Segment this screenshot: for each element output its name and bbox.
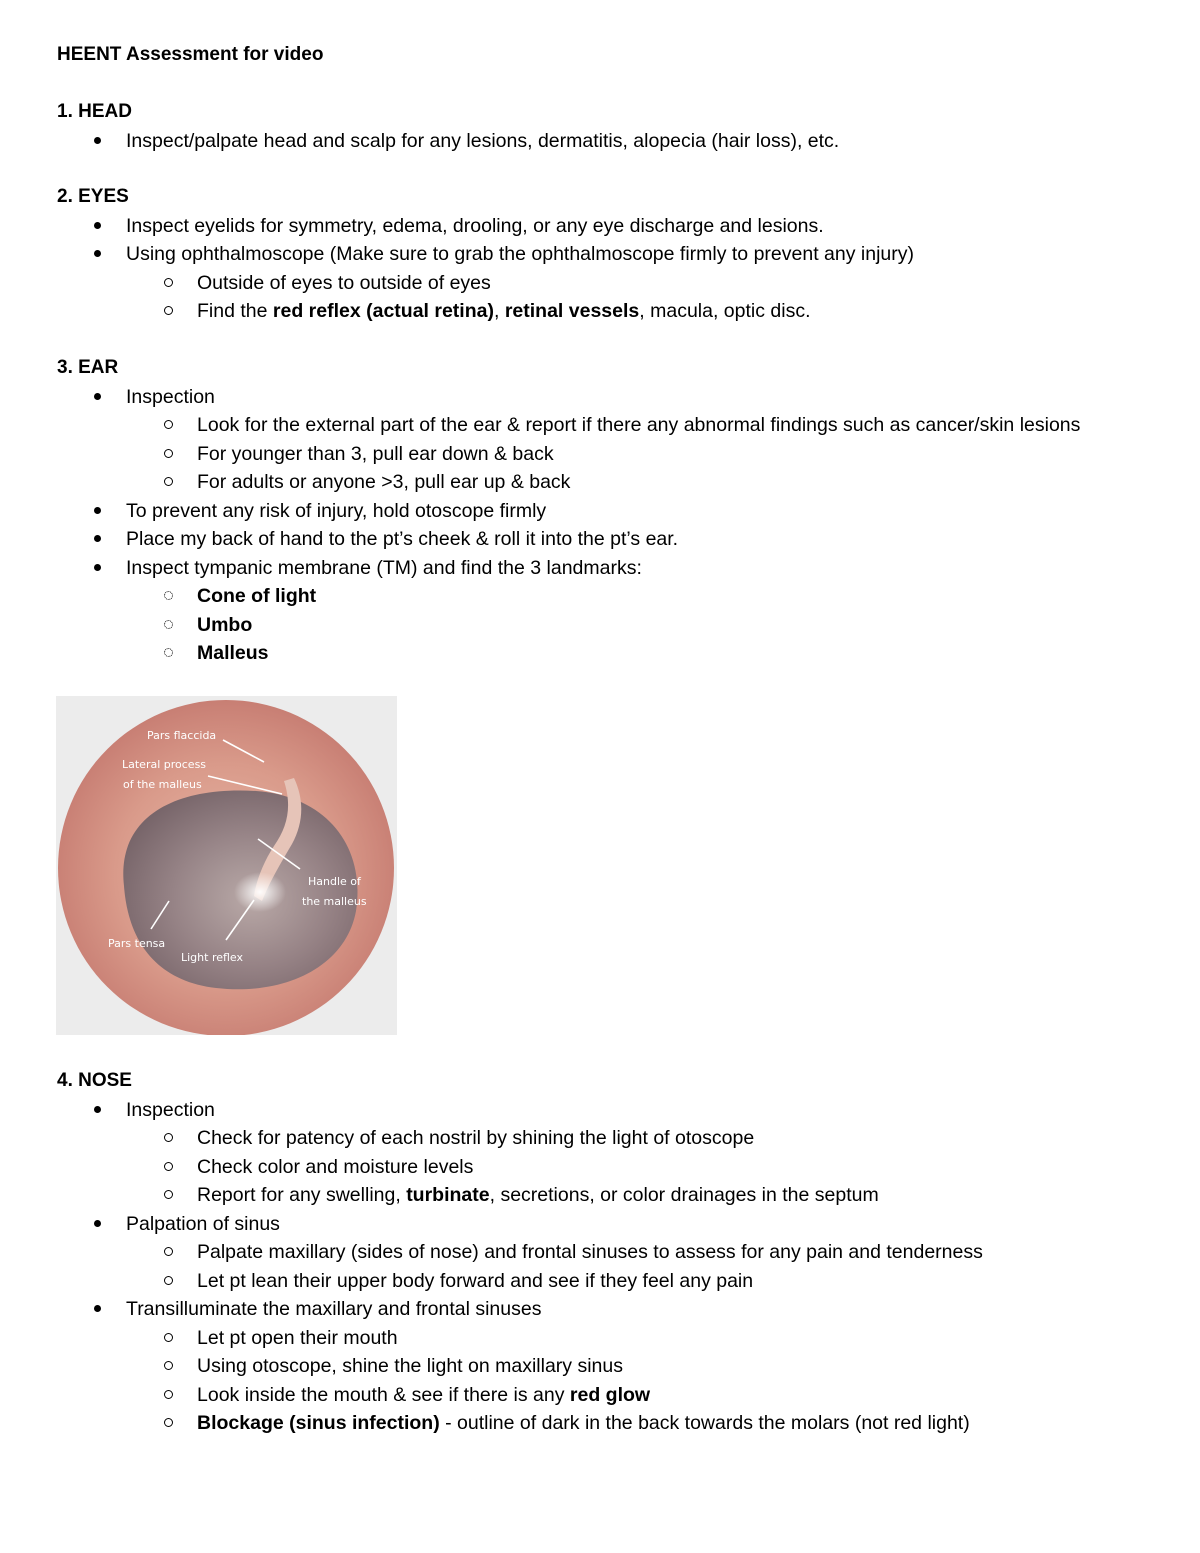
text-run: Report for any swelling, <box>197 1184 407 1206</box>
label-light-reflex: Light reflex <box>181 951 244 964</box>
text-run: , macula, optic disc. <box>639 300 811 322</box>
landmark-item <box>57 582 1157 611</box>
text-run: Look inside the mouth & see if there is any <box>197 1383 570 1406</box>
sub-list-item-report <box>57 1181 1157 1210</box>
label-pars-flaccida: Pars flaccida <box>147 729 217 742</box>
eyes-list <box>57 212 1157 326</box>
text-run: , <box>493 300 505 322</box>
list-item: To prevent any risk of injury, hold otoscope firmly <box>57 497 1157 526</box>
bold-red-reflex: red reflex (actual retina) <box>272 300 494 322</box>
label-lateral-process: Lateral process <box>122 758 207 771</box>
section-ear <box>57 354 1157 668</box>
list-item: Inspect tympanic membrane (TM) and find the 3 landmarks: <box>57 554 1157 583</box>
sub-list-item: Let pt open their mouth <box>57 1324 1157 1353</box>
tympanic-membrane-illustration <box>56 696 397 1035</box>
sub-list-item: For adults or anyone >3, pull ear up & back <box>57 468 1157 497</box>
landmark-malleus: Malleus <box>197 642 269 664</box>
sub-list-item-look <box>57 1381 1157 1410</box>
bold-red-glow: red glow <box>569 1383 651 1406</box>
sub-list-item-blockage <box>57 1409 1157 1438</box>
nose-list <box>57 1096 1157 1438</box>
landmark-item <box>57 611 1157 640</box>
text-run: , secretions, or color drainages in the septum <box>489 1184 879 1206</box>
sub-list-item: Using otoscope, shine the light on maxillary sinus <box>57 1352 1157 1381</box>
label-handle-malleus-2: the malleus <box>302 895 367 908</box>
sub-list-item: For younger than 3, pull ear down & back <box>57 440 1157 469</box>
list-item: Transilluminate the maxillary and frontal sinuses <box>57 1295 1157 1324</box>
list-item: Inspection <box>57 383 1157 412</box>
bold-retinal-vessels: retinal vessels <box>504 300 640 322</box>
head-list <box>57 127 1157 156</box>
light-reflex-glint <box>234 872 286 912</box>
bold-turbinate: turbinate <box>406 1184 490 1206</box>
sub-list-item: Look for the external part of the ear & report if there any abnormal findings such as cancer/skin lesions <box>57 411 1157 440</box>
sub-list-item: Let pt lean their upper body forward and see if they feel any pain <box>57 1267 1157 1296</box>
text-run: Find the <box>197 300 273 322</box>
section-nose <box>57 1067 1157 1438</box>
section-heading-ear: 3. EAR <box>57 357 119 378</box>
list-item: Inspect/palpate head and scalp for any lesions, dermatitis, alopecia (hair loss), etc. <box>57 127 1157 156</box>
list-item: Using ophthalmoscope (Make sure to grab the ophthalmoscope firmly to prevent any injury) <box>57 240 1157 269</box>
text-run: - outline of dark in the back towards the molars (not red light) <box>439 1412 970 1434</box>
section-heading-eyes: 2. EYES <box>57 186 129 207</box>
tympanic-membrane-image <box>56 696 397 1035</box>
sub-list-item-find <box>57 297 1157 326</box>
label-handle-malleus: Handle of <box>308 875 361 888</box>
sub-list-item: Check for patency of each nostril by shining the light of otoscope <box>57 1124 1157 1153</box>
ear-list <box>57 383 1157 668</box>
sub-list-item: Palpate maxillary (sides of nose) and frontal sinuses to assess for any pain and tenderness <box>57 1238 1157 1267</box>
landmark-cone-of-light: Cone of light <box>197 585 317 607</box>
section-heading-nose: 4. NOSE <box>57 1070 132 1091</box>
list-item: Place my back of hand to the pt’s cheek & roll it into the pt’s ear. <box>57 525 1157 554</box>
section-head <box>57 98 1157 155</box>
label-lateral-process-2: of the malleus <box>123 778 202 791</box>
document-title: HEENT Assessment for video <box>57 44 324 65</box>
section-eyes <box>57 183 1157 326</box>
bold-blockage: Blockage (sinus infection) <box>197 1412 440 1434</box>
section-heading-head: 1. HEAD <box>57 101 132 122</box>
landmark-umbo: Umbo <box>197 613 253 636</box>
list-item: Inspect eyelids for symmetry, edema, drooling, or any eye discharge and lesions. <box>57 212 1157 241</box>
landmark-item <box>57 639 1157 668</box>
list-item: Palpation of sinus <box>57 1210 1157 1239</box>
list-item: Inspection <box>57 1096 1157 1125</box>
sub-list-item: Outside of eyes to outside of eyes <box>57 269 1157 298</box>
label-pars-tensa: Pars tensa <box>108 937 166 950</box>
sub-list-item: Check color and moisture levels <box>57 1153 1157 1182</box>
